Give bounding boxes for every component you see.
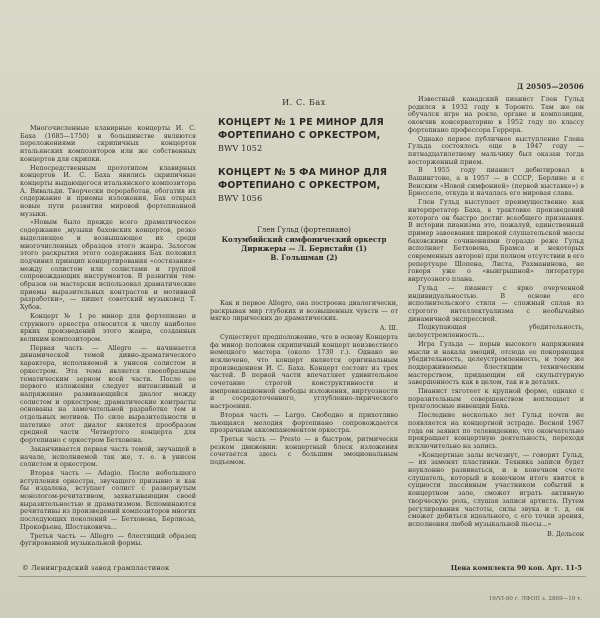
paragraph: Существует предположение, что в основу Концерта фа минор положен скрипичный концерт неизвестного немецкого мастера (около 1730 г.). Однако не исключено, что концерт является оригинальным произведением И. С. Баха. Концерт состоит из трех частей. В первой части впечатляет удивительное сочетание строгой конструктивности и импровизационной свободы изложения, виртуозности и сосредоточенного, углубленно-лирического настроения. [210,332,398,411]
paragraph: Третья часть — Allegro — блестящий образец фугированной музыкальной формы. [20,531,196,548]
paragraph: Подкупающая убедительность, целеустремленность... [408,323,584,340]
paragraph: Концерт № 1 ре минор для фортепиано и струнного оркестра относится к числу наиболее ярких произведений этого жанра, созданных великим композитором. [20,311,196,343]
paragraph: Многочисленные клавирные концерты И. С. Баха (1685—1750) в большинстве являются переложениями скрипичных концертов итальянских композиторов или же собственных концертов для скрипки. [20,124,196,163]
catalog-number: Д 20505—20506 [517,82,584,91]
work-1-bwv: BWV 1052 [218,144,263,153]
work-1-name: КОНЦЕРТ № 1 РЕ МИНОР ДЛЯ ФОРТЕПИАНО С ОРКЕСТРОМ, [218,117,384,141]
paragraph: Третья часть — Presto — в быстром, ритмически резком движении: концертный блеск изложения сочетается здесь с большим эмоциональным подъемом. [210,434,398,467]
paragraph: Глен Гульд выступает преимущественно как интерпретатор Баха, в трактовке произведений которого он быстро достиг всеобщего признания. В истории пианизма это, пожалуй, единственный пример завоевания широкой слушательской массы баховскими сочинениями (гораздо реже Гульд исполняет Бетховена, Брамса и некоторых современных авторов) при полном отсутствии в его репертуаре Шопена, Листа, Рахманинова, не говоря уже о «выигрышной» литературе виртуозного плана. [408,198,584,284]
paragraph: Вторая часть — Largo. Свободно и прихотливо льющаяся мелодия фортепиано сопровождается прозрачным аккомпанементом оркестра. [210,410,398,435]
paragraph: Пианист тяготеет к крупной форме, однако с поразительным совершенством воплощает и трехголосные инвенции Баха. [408,387,584,411]
paragraph: Гульд — пианист с ярко очерченной индивидуальностью. В основе его исполнительского стиля — сложный сплав из строгого интеллектуализма с необычайно динамичной экспрессией. [408,283,584,323]
performers [210,226,398,262]
work-2-bwv: BWV 1056 [218,194,263,203]
paragraph: Игра Гульда — порыв высокого напряжения мысли и накала эмоций, отсюда ее покоряющая убедительность, целеустремленность, и тому же поддерживаемые блестящим техническим мастерством, придающим ей скульптурную завершенность как в целом, так и в деталях. [408,339,584,387]
paragraph: Заканчивается первая часть темой, звучащей в начале, исполняемой так же, т. е. в унисон солистом и оркестром. [20,444,196,469]
paragraph: В 1955 году пианист дебютировал в Вашингтоне, а в 1957 — в СССР, Берлине и с Венским «Новой симфонией» (первой выставке») в Брюсселе, откуда и началась его мировая слава. [408,166,584,198]
price: Цена комплекта 90 коп. Арт. 11-5 [450,564,582,572]
print-code: 19/VI-80 г. ЛФОП з. 2869—10 т. [488,596,582,602]
composer-name: И. С. Бах [282,98,326,107]
conductor-2: В. Гольшман (2) [270,253,338,262]
manufacturer: © Ленинградский завод грампластинок [22,564,170,572]
paragraph: Первая часть — Allegro — начинается динамической темой дивно-драматического характера, исполняемой в унисон солистом и оркестром. Эта тема является своеобразным тематическим зерном всей части. После ее первого изложения следует интенсивный и напряженно развивающийся диалог между солистом и оркестром; драматические контрасты основаны на замечательной разработке тем и отдельных мотивов. По силе выразительности и патетике этот диалог является прообразом средней части Четвертого концерта для фортепиано с оркестром Бетховена. [20,343,196,445]
paragraph: Известный канадский пианист Глен Гульд родился в 1932 году в Торонто. Там же он обучался игре на рояле, органе и композиции, окончив консерваторию в 1952 году по классу фортепиано профессора Геррера. [408,95,584,134]
signature: В. Дельсон [547,529,584,538]
work-2-name: КОНЦЕРТ № 5 ФА МИНОР ДЛЯ ФОРТЕПИАНО С ОРКЕСТРОМ, [218,167,388,191]
conductors: Дирижеры — Л. Бернстайн (1) [241,244,367,253]
soloist: Глен Гульд (фортепиано) [257,226,351,234]
paragraph: Последние несколько лет Гульд почти не появляется на концертной эстраде. Весной 1967 года он заявил по телевидению, что окончательно прекращает концертную деятельность, переходя исключительно на запись. [408,411,584,450]
divider [18,576,586,577]
signature: А. Ш. [379,324,398,333]
middle-column [210,300,398,468]
work-2-title [218,166,402,205]
left-column [20,125,196,549]
paragraph: «Новым было прежде всего драматическое содержание ,музыки баховских концертов, резко выделяющее и возвышающее их среди многочисленных образцов этого жанра. Залогом этого раскрытия этого содержания Бах положил подчинил принцип концертирования «состязания» между солистом или солистами и группой сопровождающих инструментов. В развитии тем-образов он мастерски использовал драматические приемы выразительных контрастов и мотивной разработки», — пишет советский музыковед Т. Хубов. [20,218,196,312]
orchestra: Колумбийский симфонический оркестр [221,235,387,244]
paragraph: Вторая часть — Adagio. После небольшого вступления оркестра, звучащего призывно и как бы издалека, вступает солист с развернутым монологом-речитативом, захватывающим своей выразительностью и драматизмом. Вспоминаются речитативы из произведений композиторов многих последующих поколений — Бетховена, Берлиоза, Прокофьева, Шостаковича... [20,468,196,531]
work-1-title [218,116,402,155]
paragraph: Непосредственным прототипом клавирных концертов И. С. Баха явились скрипичные концерты выдающегося итальянского композитора А. Вивальди. Творчески переработав, обогатив их содержание и приемы изложения, Бах открыл новые пути развития мировой фортепианной музыки. [20,163,196,218]
paragraph: «Концертные залы исчезнут, — говорит Гульд, — их заменят пластинки. Техника записи будет неуклонно развиваться, и в конечном счете слушатель, который в конечном итоге явится в сущности пассивным участником событий в концертном зале, сможет играть активную творческую роль, слушая записи артиста. Путем регулирования частоты, силы звука и т. д. он сможет добиться идеального, с его точки зрения, исполнения любой музыкальной пьесы...» [408,450,584,528]
paragraph: Однако первое публичное выступление Глена Гульда состоялось еще в 1947 году — пятнадцатилетнему мальчику был оказан тогда восторженный прием. [408,134,584,166]
right-column [408,96,584,539]
paragraph: Как и первое Allegro, она построена диалогически, раскрывая мир глубоких и возвышенных чувств — от мягко лирических до драматических. [210,299,398,323]
